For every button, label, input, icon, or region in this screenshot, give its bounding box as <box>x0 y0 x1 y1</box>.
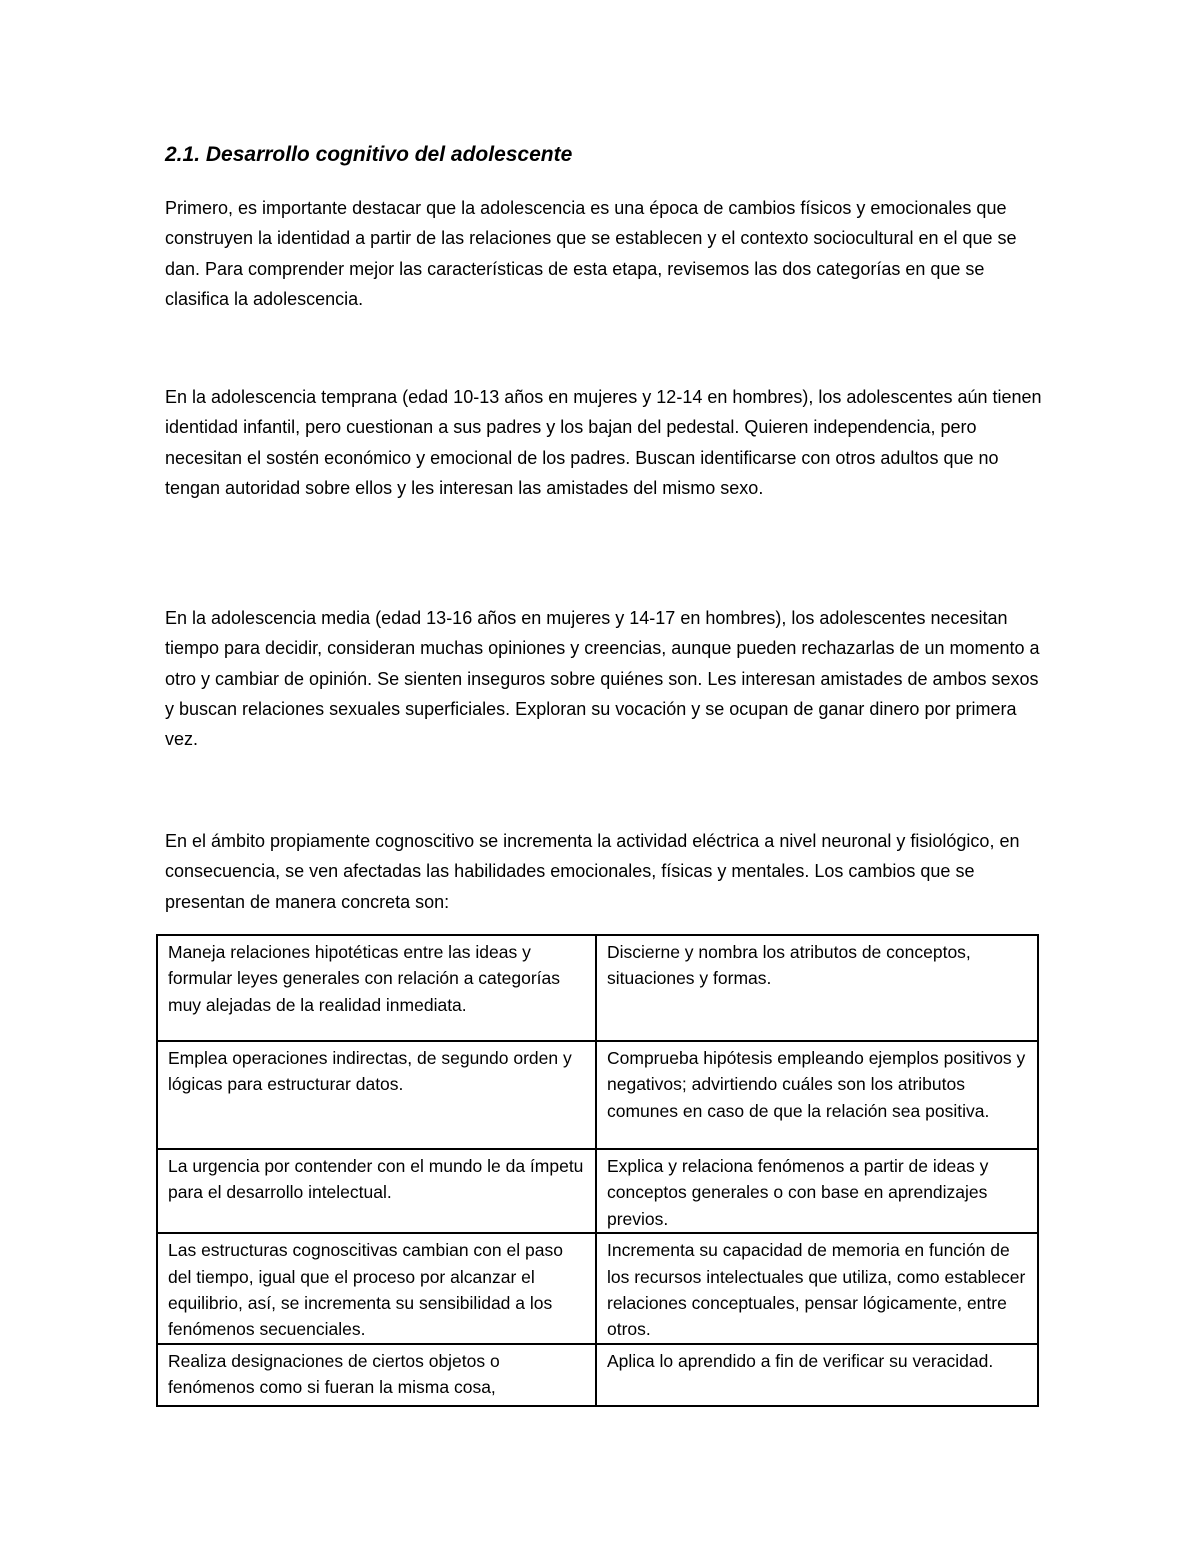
table-cell: La urgencia por contender con el mundo le da ímpetu para el desarrollo intelectual. <box>157 1149 596 1233</box>
table-cell: Incrementa su capacidad de memoria en función de los recursos intelectuales que utiliza, como establecer relaciones conceptuales, pensar lógicamente, entre otros. <box>596 1233 1038 1344</box>
paragraph-cognitive-scope: En el ámbito propiamente cognoscitivo se incrementa la actividad eléctrica a nivel neuronal y fisiológico, en consecuencia, se ven afectadas las habilidades emocionales, físicas y mentales. Los cambios que se presentan de manera concreta son: <box>165 831 1020 912</box>
paragraph-middle-adolescence: En la adolescencia media (edad 13-16 años en mujeres y 14-17 en hombres), los adolescentes necesitan tiempo para decidir, consideran muchas opiniones y creencias, aunque pueden rechazarlas de un momento a otro y cambiar de opinión. Se sienten inseguros sobre quiénes son. Les interesan amistades de ambos sexos y buscan relaciones sexuales superficiales. Exploran su vocación y se ocupan de ganar dinero por primera vez. <box>165 608 1040 750</box>
table-cell: Maneja relaciones hipotéticas entre las ideas y formular leyes generales con relación a categorías muy alejadas de la realidad inmediata. <box>157 935 596 1041</box>
table-cell: Realiza designaciones de ciertos objetos o fenómenos como si fueran la misma cosa, <box>157 1344 596 1406</box>
paragraph-intro: Primero, es importante destacar que la adolescencia es una época de cambios físicos y emocionales que construyen la identidad a partir de las relaciones que se establecen y el contexto sociocultural en el que se dan. Para comprender mejor las características de esta etapa, revisemos las dos categorías en que se clasifica la adolescencia. <box>165 198 1017 309</box>
table-cell: Las estructuras cognoscitivas cambian con el paso del tiempo, igual que el proceso por alcanzar el equilibrio, así, se incrementa su sensibilidad a los fenómenos secuenciales. <box>157 1233 596 1344</box>
table-cell: Explica y relaciona fenómenos a partir de ideas y conceptos generales o con base en aprendizajes previos. <box>596 1149 1038 1233</box>
section-heading: 2.1. Desarrollo cognitivo del adolescente <box>165 143 573 166</box>
table-cell: Aplica lo aprendido a fin de verificar su veracidad. <box>596 1344 1038 1406</box>
table-row <box>157 1233 1038 1344</box>
table-row <box>157 1149 1038 1233</box>
table-cell: Comprueba hipótesis empleando ejemplos positivos y negativos; advirtiendo cuáles son los atributos comunes en caso de que la relación sea positiva. <box>596 1041 1038 1149</box>
cognitive-changes-table <box>156 934 1039 1407</box>
table-row <box>157 1041 1038 1149</box>
table-cell: Emplea operaciones indirectas, de segundo orden y lógicas para estructurar datos. <box>157 1041 596 1149</box>
table-row <box>157 935 1038 1041</box>
paragraph-early-adolescence: En la adolescencia temprana (edad 10-13 años en mujeres y 12-14 en hombres), los adolescentes aún tienen identidad infantil, pero cuestionan a sus padres y los bajan del pedestal. Quieren independencia, pero necesitan el sostén económico y emocional de los padres. Buscan identificarse con otros adultos que no tengan autoridad sobre ellos y les interesan las amistades del mismo sexo. <box>165 387 1042 498</box>
table-row <box>157 1344 1038 1406</box>
table-cell: Discierne y nombra los atributos de conceptos, situaciones y formas. <box>596 935 1038 1041</box>
